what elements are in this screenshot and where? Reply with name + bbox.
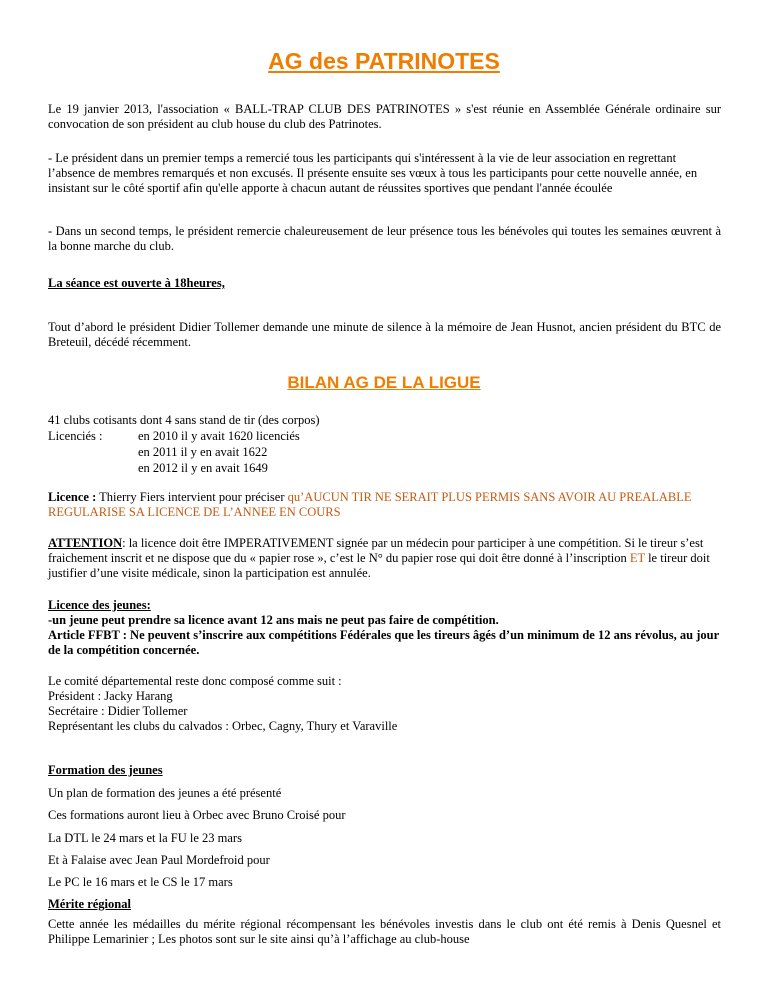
comite-representants: Représentant les clubs du calvados : Orbec, Cagny, Thury et Varaville: [48, 719, 398, 733]
jeunes-heading: Licence des jeunes:: [48, 598, 151, 612]
jeunes-block: [48, 598, 721, 658]
president-thanks-paragraph: - Le président dans un premier temps a remercié tous les participants qui s'intéressent à la vie de leur association en regrettant l’absence de membres remarqués et non excusés. Il présente ensuite ses vœux à tous les participants pour cette nouvelle année, en insistant sur le côté sportif afin qu'elle apporte à chacun autant de réussites sportives que pendant l'année écoulée: [48, 151, 698, 195]
attention-et: ET: [629, 551, 645, 565]
formation-line: Le PC le 16 mars et le CS le 17 mars: [48, 875, 233, 889]
section-title: BILAN AG DE LA LIGUE: [287, 373, 481, 392]
licence-text: Thierry Fiers intervient pour préciser: [96, 490, 288, 504]
licence-label: Licence :: [48, 490, 97, 504]
merite-heading: Mérite régional: [48, 897, 131, 911]
clubs-count: 41 clubs cotisants dont 4 sans stand de tir (des corpos): [48, 413, 320, 427]
jeunes-line: -un jeune peut prendre sa licence avant 12 ans mais ne peut pas faire de compétition.: [48, 613, 499, 627]
ffbt-article: Article FFBT : Ne peuvent s’inscrire aux compétitions Fédérales que les tireurs âgés d’un minimum de 12 ans révolus, au jour de la compétition concernée.: [48, 628, 719, 657]
formation-line: Un plan de formation des jeunes a été présenté: [48, 786, 282, 800]
attention-text-1: : la licence doit être IMPERATIVEMENT signée par un médecin pour participer à une compétition. Si le tireur s’est fraichement inscrit et ne dispose que du « papier rose », c’est le N° du papier rose qui doit être donné à l’inscription: [48, 536, 704, 565]
formation-line: La DTL le 24 mars et la FU le 23 mars: [48, 831, 242, 845]
intro-paragraph: Le 19 janvier 2013, l'association « BALL-TRAP CLUB DES PATRINOTES » s'est réunie en Assemblée Générale ordinaire sur convocation de son président au club house du club des Patrinotes.: [48, 102, 721, 131]
licencies-2010: en 2010 il y avait 1620 licenciés: [138, 429, 300, 443]
formation-line: Ces formations auront lieu à Orbec avec Bruno Croisé pour: [48, 808, 346, 822]
minute-silence-paragraph: Tout d’abord le président Didier Tollemer demande une minute de silence à la mémoire de Jean Husnot, ancien président du BTC de Breteuil, décédé récemment.: [48, 320, 721, 349]
licence-warning: qu’AUCUN TIR NE SERAIT PLUS PERMIS SANS AVOIR AU PREALABLE REGULARISE SA LICENCE DE L’ANNEE EN COURS: [48, 490, 692, 519]
comite-intro: Le comité départemental reste donc composé comme suit :: [48, 674, 342, 688]
licencies-label: Licenciés :: [48, 429, 103, 443]
attention-paragraph: [48, 536, 721, 581]
licencies-2011: en 2011 il y en avait 1622: [138, 445, 268, 459]
volunteers-paragraph: - Dans un second temps, le président remercie chaleureusement de leur présence tous les bénévoles qui toutes les semaines œuvrent à la bonne marche du club.: [48, 224, 721, 253]
licencies-2012: en 2012 il y en avait 1649: [138, 461, 268, 475]
comite-president: Président : Jacky Harang: [48, 689, 173, 703]
attention-text-2: le tireur doit justifier d’une visite médicale, sinon la participation est annulée.: [48, 551, 710, 580]
page-title: AG des PATRINOTES: [268, 48, 500, 74]
comite-block: [48, 674, 721, 734]
comite-secretaire: Secrétaire : Didier Tollemer: [48, 704, 188, 718]
formation-line: Et à Falaise avec Jean Paul Mordefroid pour: [48, 853, 270, 867]
licence-paragraph: [48, 490, 721, 520]
session-open-heading: La séance est ouverte à 18heures,: [48, 276, 225, 290]
merite-paragraph: Cette année les médailles du mérite régional récompensant les bénévoles investis dans le club ont été remis à Denis Quesnel et Philippe Lemarinier ; Les photos sont sur le site ainsi qu’à l’affichage au club-house: [48, 917, 721, 946]
formation-heading: Formation des jeunes: [48, 763, 163, 777]
attention-label: ATTENTION: [48, 536, 123, 550]
